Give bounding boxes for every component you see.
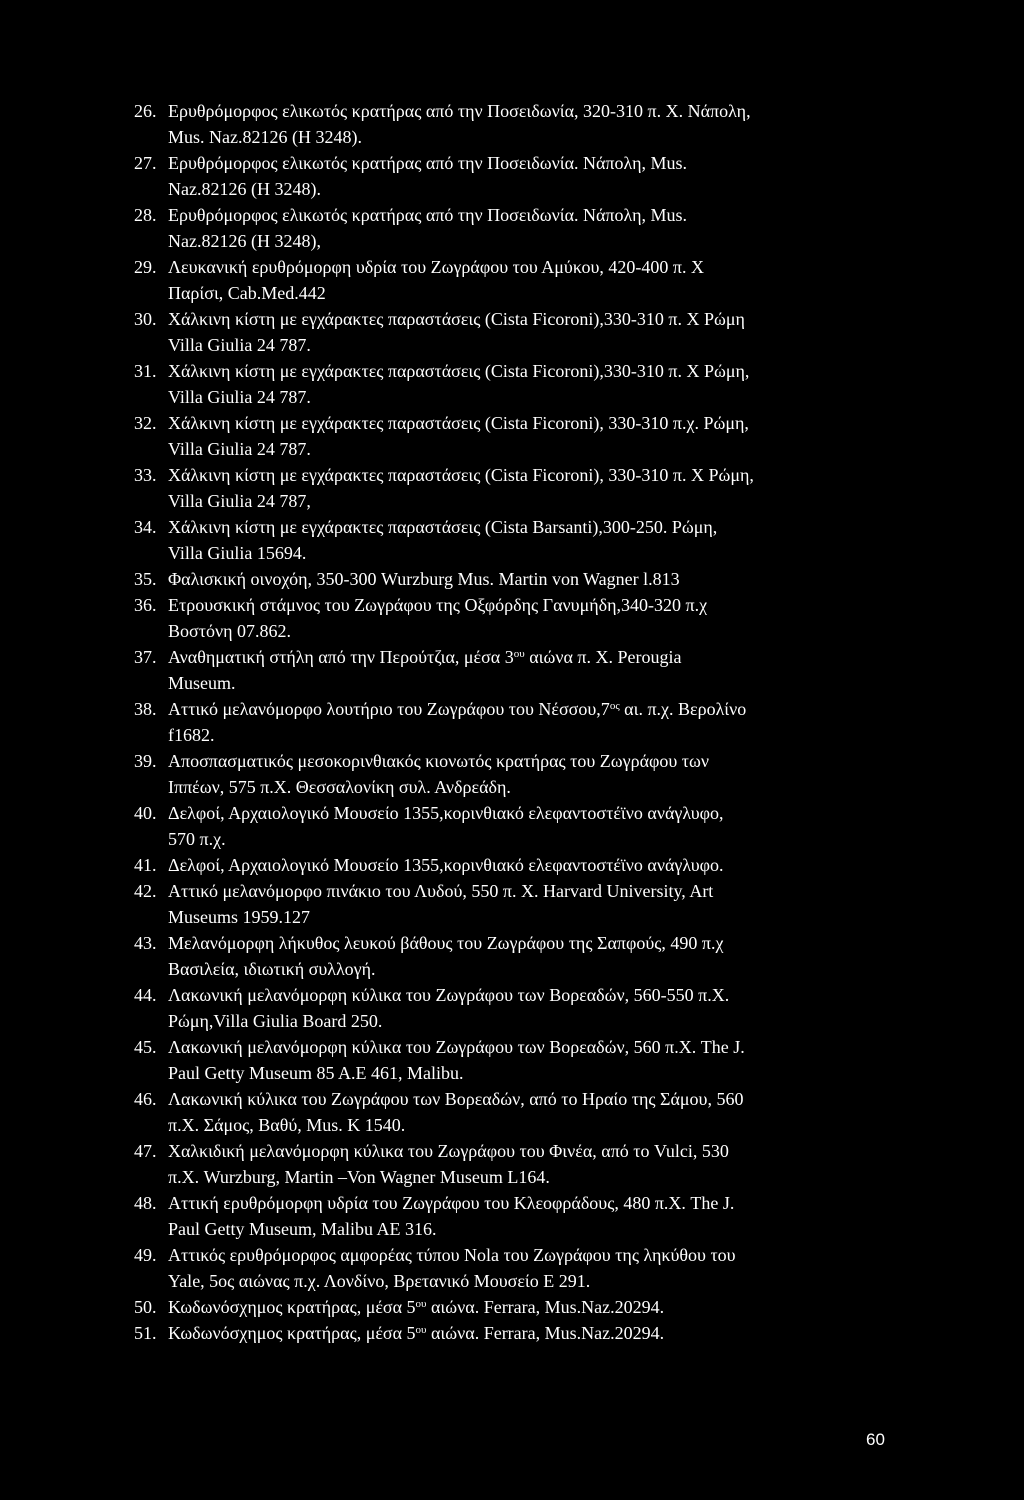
item-text-main: Ερυθρόμορφος ελικωτός κρατήρας από την Ποσειδωνία, 320-310 π. Χ. Νάπολη, <box>168 101 751 121</box>
item-text-continuation: π.Χ. Wurzburg, Martin –Von Wagner Museum L164. <box>168 1167 550 1187</box>
item-text-continuation: Naz.82126 (H 3248). <box>168 179 321 199</box>
item-number: 30. <box>134 309 157 329</box>
item-text-continuation: Naz.82126 (H 3248), <box>168 231 321 251</box>
item-text-continuation: Paul Getty Museum, Malibu AE 316. <box>168 1219 437 1239</box>
item-text-after: αιώνα π. Χ. Perougia <box>524 647 682 667</box>
item-text-line <box>168 1089 743 1109</box>
item-text <box>168 696 894 748</box>
item-text-main: Λακωνική μελανόμορφη κύλικα του Ζωγράφου των Βορεαδών, 560-550 π.Χ. <box>168 985 730 1005</box>
item-number: 45. <box>134 1037 157 1057</box>
item-text-after: αιώνα. Ferrara, Mus.Naz.20294. <box>426 1323 665 1343</box>
item-number: 38. <box>134 699 157 719</box>
item-text-main: Αττικός ερυθρόμορφος αμφορέας τύπου Nola του Ζωγράφου της ληκύθου του <box>168 1245 736 1265</box>
item-text-continuation: Villa Giulia 24 787, <box>168 491 311 511</box>
list-item <box>134 1190 894 1242</box>
item-text-line <box>168 465 754 485</box>
item-text-main: Μελανόμορφη λήκυθος λευκού βάθους του Ζωγράφου της Σαπφούς, 490 π.χ <box>168 933 724 953</box>
item-text-continuation: Mus. Naz.82126 (H 3248). <box>168 127 362 147</box>
item-text-main: Χάλκινη κίστη με εγχάρακτες παραστάσεις (Cista Barsanti),300-250. Ρώμη, <box>168 517 718 537</box>
item-number: 28. <box>134 205 157 225</box>
item-number: 39. <box>134 751 157 771</box>
item-text-main: Χαλκιδική μελανόμορφη κύλικα του Ζωγράφου του Φινέα, από το Vulci, 530 <box>168 1141 729 1161</box>
item-text-continuation: Βασιλεία, ιδιωτική συλλογή. <box>168 959 376 979</box>
list-item <box>134 306 894 358</box>
list-item <box>134 1242 894 1294</box>
item-text <box>168 1138 894 1190</box>
item-number: 27. <box>134 153 157 173</box>
item-text-line <box>168 985 729 1005</box>
list-item <box>134 1034 894 1086</box>
list-item <box>134 852 894 878</box>
item-text-main: Ερυθρόμορφος ελικωτός κρατήρας από την Ποσειδωνία. Νάπολη, Mus. <box>168 153 688 173</box>
ordinal-superscript: ος <box>609 700 620 712</box>
item-text-line <box>168 803 724 823</box>
item-text-line <box>168 933 723 953</box>
list-item <box>134 1294 894 1320</box>
item-number: 26. <box>134 101 157 121</box>
item-text-line <box>168 751 709 771</box>
ordinal-superscript: ου <box>513 648 525 660</box>
list-item <box>134 254 894 306</box>
item-number: 36. <box>134 595 157 615</box>
list-item <box>134 150 894 202</box>
item-text <box>168 1294 894 1320</box>
item-text-main: Χάλκινη κίστη με εγχάρακτες παραστάσεις (Cista Ficoroni), 330-310 π.χ. Ρώμη, <box>168 413 749 433</box>
list-item <box>134 566 894 592</box>
list-item <box>134 1320 894 1346</box>
item-text-main: Αττικό μελανόμορφο λουτήριο του Ζωγράφου του Νέσσου,7 <box>168 699 610 719</box>
item-text-continuation: Museums 1959.127 <box>168 907 311 927</box>
list-item <box>134 982 894 1034</box>
item-text-main: Αττικό μελανόμορφο πινάκιο του Λυδού, 550 π. Χ. Harvard University, Art <box>168 881 714 901</box>
item-text-continuation: Παρίσι, Cab.Med.442 <box>168 283 326 303</box>
item-text-line <box>168 595 707 615</box>
item-number: 43. <box>134 933 157 953</box>
list-item <box>134 514 894 566</box>
item-text-main: Αποσπασματικός μεσοκορινθιακός κιονωτός κρατήρας του Ζωγράφου των <box>168 751 710 771</box>
item-text <box>168 462 894 514</box>
list-item <box>134 1138 894 1190</box>
item-text <box>168 930 894 982</box>
item-text-main: Δελφοί, Αρχαιολογικό Μουσείο 1355,κορινθιακό ελεφαντοστέϊνο ανάγλυφο. <box>168 855 724 875</box>
item-number: 48. <box>134 1193 157 1213</box>
item-number: 50. <box>134 1297 157 1317</box>
item-text-line <box>168 881 713 901</box>
item-text <box>168 98 894 150</box>
item-text-main: Αναθηματική στήλη από την Περούτζια, μέσα 3 <box>168 647 514 667</box>
list-item <box>134 878 894 930</box>
item-text <box>168 1034 894 1086</box>
item-text-main: Λακωνική μελανόμορφη κύλικα του Ζωγράφου των Βορεαδών, 560 π.Χ. The J. <box>168 1037 745 1057</box>
item-number: 46. <box>134 1089 157 1109</box>
item-text-continuation: Villa Giulia 15694. <box>168 543 307 563</box>
item-number: 40. <box>134 803 157 823</box>
item-text-line <box>168 699 746 719</box>
item-text <box>168 800 894 852</box>
item-text-main: Κωδωνόσχημος κρατήρας, μέσα 5 <box>168 1323 416 1343</box>
item-text-continuation: Βοστόνη 07.862. <box>168 621 291 641</box>
list-item <box>134 98 894 150</box>
item-number: 33. <box>134 465 157 485</box>
item-text-line <box>168 1141 729 1161</box>
reference-list <box>134 98 894 1346</box>
item-text <box>168 644 894 696</box>
item-text <box>168 1320 894 1346</box>
item-text-continuation: Museum. <box>168 673 236 693</box>
item-text <box>168 254 894 306</box>
item-text-line <box>168 257 704 277</box>
item-text-continuation: Villa Giulia 24 787. <box>168 439 311 459</box>
item-text-line <box>168 517 717 537</box>
item-text-continuation: π.Χ. Σάμος, Βαθύ, Mus. K 1540. <box>168 1115 406 1135</box>
item-text-line <box>168 153 687 173</box>
item-text-line <box>168 205 687 225</box>
item-number: 44. <box>134 985 157 1005</box>
item-text-line <box>168 1245 736 1265</box>
list-item <box>134 358 894 410</box>
item-text-line <box>168 647 681 667</box>
item-text-main: Χάλκινη κίστη με εγχάρακτες παραστάσεις (Cista Ficoroni), 330-310 π. Χ Ρώμη, <box>168 465 754 485</box>
item-text-line <box>168 1323 664 1343</box>
list-item <box>134 748 894 800</box>
item-text <box>168 748 894 800</box>
item-text-continuation: Villa Giulia 24 787. <box>168 387 311 407</box>
item-text-main: Χάλκινη κίστη με εγχάρακτες παραστάσεις (Cista Ficoroni),330-310 π. Χ Ρώμη <box>168 309 745 329</box>
item-text-continuation: 570 π.χ. <box>168 829 226 849</box>
item-text <box>168 410 894 462</box>
item-text-line <box>168 1297 664 1317</box>
item-text-main: Λευκανική ερυθρόμορφη υδρία του Ζωγράφου του Αμύκου, 420-400 π. Χ <box>168 257 705 277</box>
list-item <box>134 410 894 462</box>
item-text <box>168 1190 894 1242</box>
list-item <box>134 930 894 982</box>
item-number: 31. <box>134 361 157 381</box>
item-text-line <box>168 569 680 589</box>
ordinal-superscript: ου <box>415 1298 427 1310</box>
item-text-line <box>168 101 751 121</box>
item-number: 34. <box>134 517 157 537</box>
item-text <box>168 514 894 566</box>
item-number: 42. <box>134 881 157 901</box>
item-text <box>168 592 894 644</box>
item-number: 32. <box>134 413 157 433</box>
item-text-continuation: Villa Giulia 24 787. <box>168 335 311 355</box>
item-number: 29. <box>134 257 157 277</box>
item-text-main: Ετρουσκική στάμνος του Ζωγράφου της Οξφόρδης Γανυμήδη,340-320 π.χ <box>168 595 708 615</box>
list-item <box>134 462 894 514</box>
item-text-main: Ερυθρόμορφος ελικωτός κρατήρας από την Ποσειδωνία. Νάπολη, Mus. <box>168 205 688 225</box>
item-number: 51. <box>134 1323 157 1343</box>
item-text <box>168 982 894 1034</box>
item-text-continuation: Ιππέων, 575 π.Χ. Θεσσαλονίκη συλ. Ανδρεάδη. <box>168 777 511 797</box>
item-text-main: Αττική ερυθρόμορφη υδρία του Ζωγράφου του Κλεοφράδους, 480 π.Χ. The J. <box>168 1193 735 1213</box>
list-item <box>134 800 894 852</box>
item-text <box>168 566 894 592</box>
item-text <box>168 1242 894 1294</box>
list-item <box>134 592 894 644</box>
item-text-continuation: Yale, 5ος αιώνας π.χ. Λονδίνο, Βρετανικό Μουσείο E 291. <box>168 1271 591 1291</box>
ordinal-superscript: ου <box>415 1324 427 1336</box>
item-text <box>168 878 894 930</box>
item-number: 49. <box>134 1245 157 1265</box>
item-text-continuation: f1682. <box>168 725 215 745</box>
item-text <box>168 358 894 410</box>
item-text-line <box>168 1037 745 1057</box>
list-item <box>134 202 894 254</box>
item-text-main: Δελφοί, Αρχαιολογικό Μουσείο 1355,κορινθιακό ελεφαντοστέϊνο ανάγλυφο, <box>168 803 724 823</box>
item-text-after: αιώνα. Ferrara, Mus.Naz.20294. <box>426 1297 665 1317</box>
item-text <box>168 1086 894 1138</box>
item-text-line <box>168 1193 734 1213</box>
item-text <box>168 306 894 358</box>
list-item <box>134 644 894 696</box>
item-text <box>168 202 894 254</box>
item-number: 47. <box>134 1141 157 1161</box>
item-text-continuation: Paul Getty Museum 85 A.E 461, Malibu. <box>168 1063 464 1083</box>
item-text-main: Λακωνική κύλικα του Ζωγράφου των Βορεαδών, από το Ηραίο της Σάμου, 560 <box>168 1089 744 1109</box>
item-text-main: Κωδωνόσχημος κρατήρας, μέσα 5 <box>168 1297 416 1317</box>
page-number: 60 <box>866 1430 885 1449</box>
item-text-main: Φαλισκική οινοχόη, 350-300 Wurzburg Mus. Martin von Wagner l.813 <box>168 569 680 589</box>
item-text-line <box>168 361 749 381</box>
item-number: 37. <box>134 647 157 667</box>
item-number: 35. <box>134 569 157 589</box>
item-text-line <box>168 855 724 875</box>
item-text <box>168 150 894 202</box>
item-text-after: αι. π.χ. Βερολίνο <box>619 699 747 719</box>
item-text-line <box>168 413 749 433</box>
item-text <box>168 852 894 878</box>
item-number: 41. <box>134 855 157 875</box>
item-text-main: Χάλκινη κίστη με εγχάρακτες παραστάσεις (Cista Ficoroni),330-310 π. Χ Ρώμη, <box>168 361 750 381</box>
item-text-line <box>168 309 745 329</box>
list-item <box>134 1086 894 1138</box>
list-item <box>134 696 894 748</box>
item-text-continuation: Ρώμη,Villa Giulia Board 250. <box>168 1011 383 1031</box>
